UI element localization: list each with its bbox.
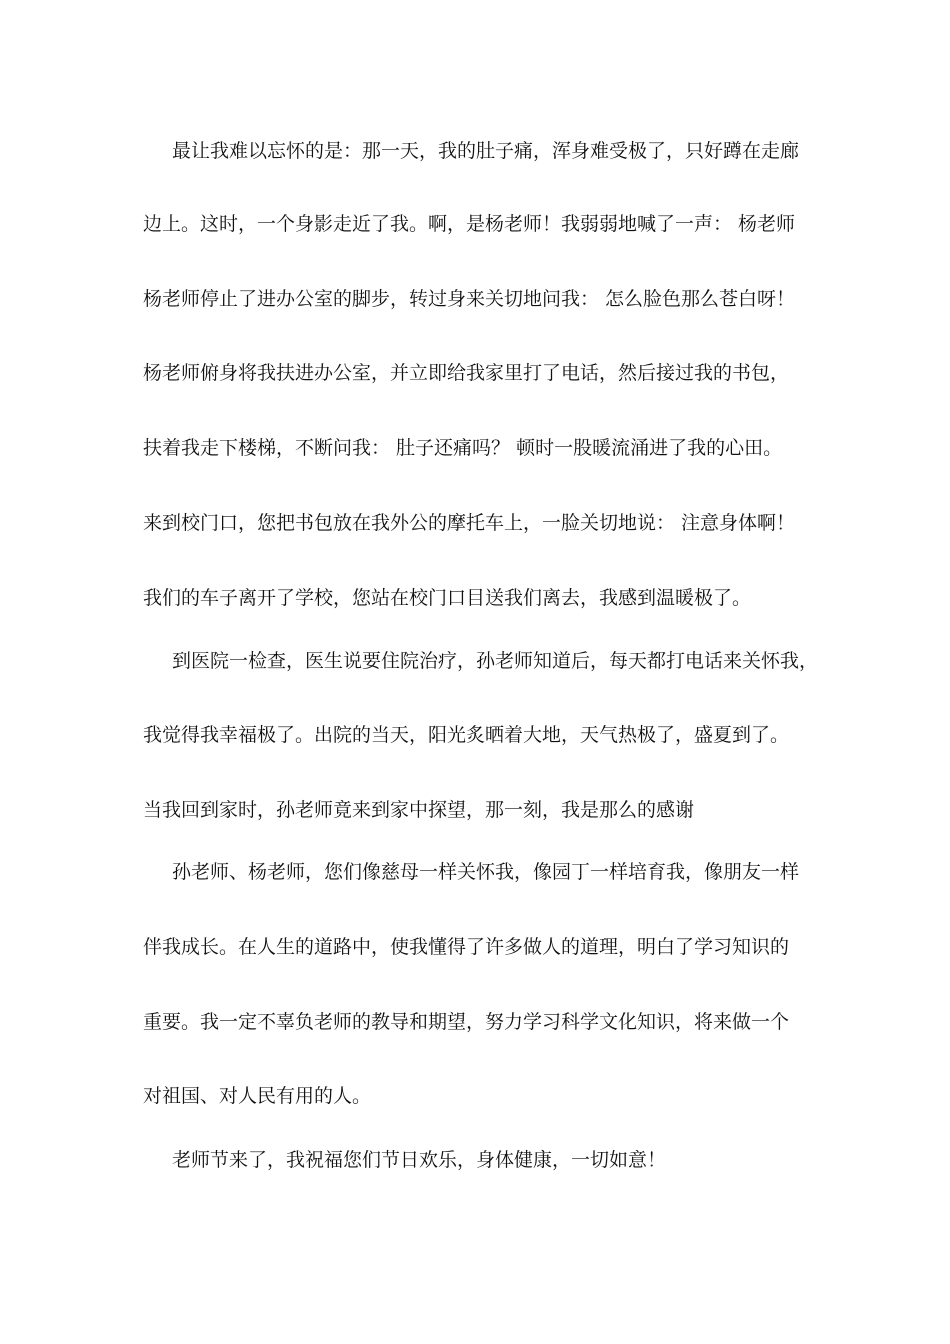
paragraph-line: 最让我难以忘怀的是：那一天，我的肚子痛，浑身难受极了，只好蹲在走廊 — [172, 140, 800, 162]
paragraph-line: 我们的车子离开了学校，您站在校门口目送我们离去，我感到温暖极了。 — [143, 587, 752, 609]
paragraph-line: 重要。我一定不辜负老师的教导和期望，努力学习科学文化知识，将来做一个 — [143, 1011, 790, 1033]
paragraph-line: 伴我成长。在人生的道路中，使我懂得了许多做人的道理，明白了学习知识的 — [143, 936, 790, 958]
paragraph-line: 杨老师停止了进办公室的脚步，转过身来关切地问我： 怎么脸色那么苍白呀！ — [143, 288, 796, 310]
paragraph-line: 边上。这时，一个身影走近了我。啊，是杨老师！我弱弱地喊了一声： 杨老师 — [143, 213, 796, 235]
paragraph-line: 当我回到家时，孙老师竟来到家中探望，那一刻，我是那么的感谢 — [143, 799, 695, 821]
paragraph-line: 杨老师俯身将我扶进办公室，并立即给我家里打了电话，然后接过我的书包， — [143, 362, 790, 384]
paragraph-line: 孙老师、杨老师，您们像慈母一样关怀我，像园丁一样培育我，像朋友一样 — [172, 861, 800, 883]
paragraph-line: 来到校门口，您把书包放在我外公的摩托车上，一脸关切地说： 注意身体啊！ — [143, 512, 796, 534]
paragraph-line: 到医院一检查，医生说要住院治疗，孙老师知道后，每天都打电话来关怀我， — [172, 650, 819, 672]
paragraph-line: 扶着我走下楼梯，不断问我： 肚子还痛吗？ 顿时一股暖流涌进了我的心田。 — [143, 437, 783, 459]
paragraph-line: 我觉得我幸福极了。出院的当天，阳光炙晒着大地，天气热极了，盛夏到了。 — [143, 724, 790, 746]
paragraph-line: 对祖国、对人民有用的人。 — [143, 1085, 372, 1107]
paragraph-line: 老师节来了，我祝福您们节日欢乐，身体健康，一切如意！ — [172, 1149, 667, 1171]
